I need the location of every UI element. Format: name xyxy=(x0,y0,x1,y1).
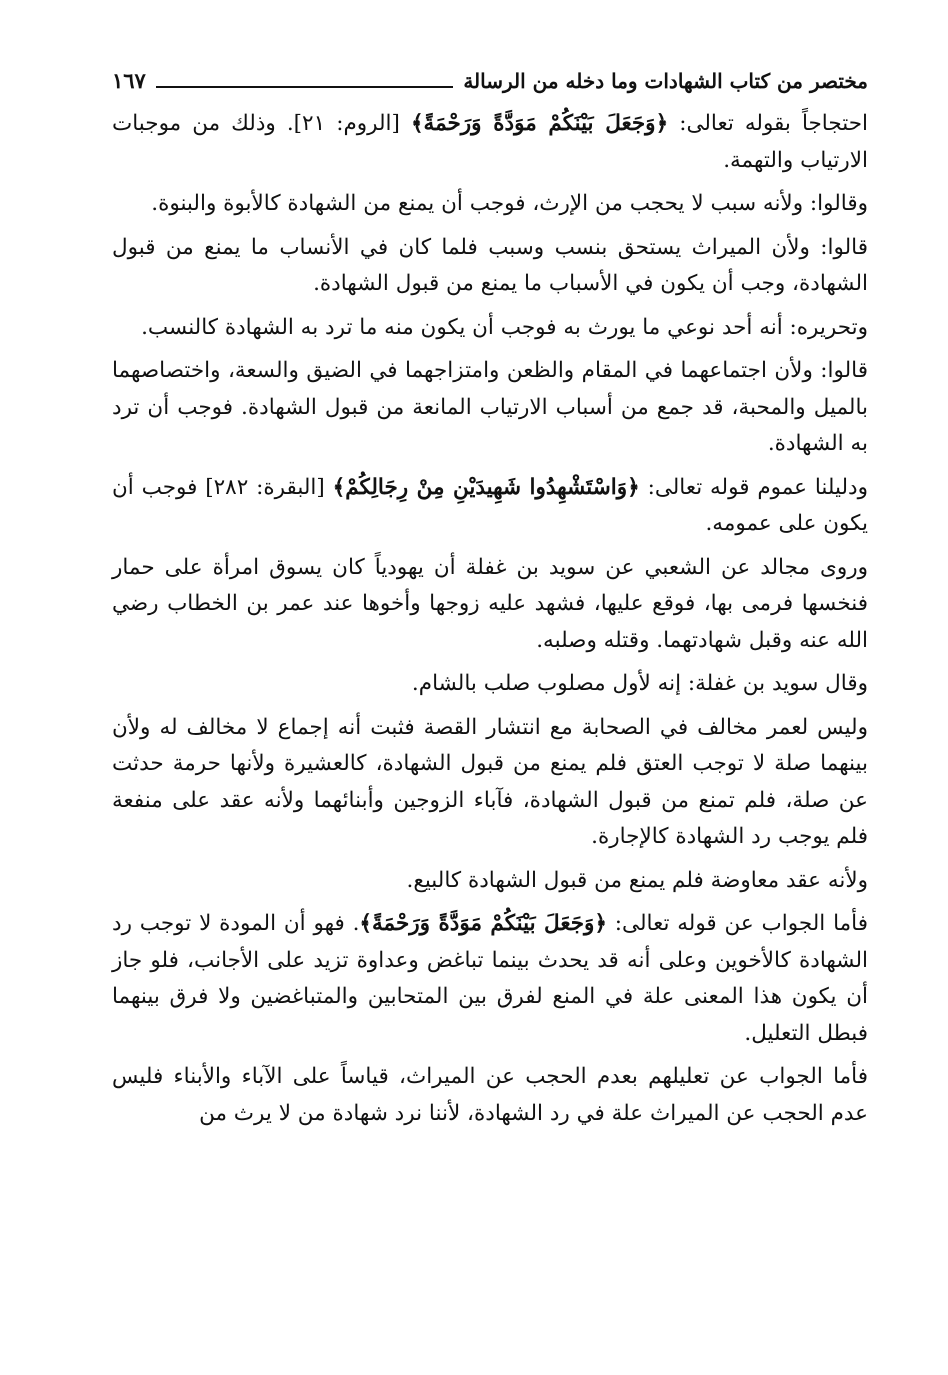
header-rule xyxy=(156,86,453,88)
paragraph-text: . فهو أن المودة لا توجب رد الشهادة كالأخوين وعلى أنه قد يحدث بينما تباغض وعداوة تزيد على الأجانب، فلو جاز أن يكون هذا المعنى علة في المنع لفرق بين المتحابين والمتباغضين ولا فرق بينهما فبطل التعليل. xyxy=(112,911,868,1046)
paragraph xyxy=(112,230,868,303)
quran-verse: ﴿وَجَعَلَ بَيْنَكُمْ مَوَدَّةً وَرَحْمَةً﴾ xyxy=(359,911,607,936)
paragraph-text: احتجاجاً بقوله تعالى: xyxy=(668,111,868,136)
paragraph-text: ودليلنا عموم قوله تعالى: xyxy=(639,474,868,500)
paragraph xyxy=(112,106,868,179)
page-number: ١٦٧ xyxy=(112,68,146,93)
paragraph-text: وقال سويد بن غفلة: إنه لأول مصلوب صلب بالشام. xyxy=(411,671,868,696)
paragraph xyxy=(112,310,868,347)
paragraph-text: [الروم: ٢١]. وذلك من موجبات الارتياب والتهمة. xyxy=(112,111,868,173)
paragraph xyxy=(112,906,868,1052)
paragraph-text: [البقرة: ٢٨٢] فوجب أن يكون على عمومه. xyxy=(112,474,868,536)
page-body xyxy=(112,106,868,1139)
paragraph-text: وقالوا: ولأنه سبب لا يحجب من الإرث، فوجب أن يمنع من الشهادة كالأبوة والبنوة. xyxy=(151,191,868,216)
quran-verse: ﴿وَاسْتَشْهِدُوا شَهِيدَيْنِ مِنْ رِجَالِكُمْ﴾ xyxy=(332,474,640,500)
paragraph-text: وليس لعمر مخالف في الصحابة مع انتشار القصة فثبت أنه إجماع لا مخالف له ولأن بينهما صلة لا توجب العتق فلم يمنع من قبول الشهادة، كالعشيرة ولأنها حرمة حدثت عن صلة، فلم تمنع من قبول الشهادة، فآباء الزوجين وأبنائهما ولأنه عقد على منفعة فلم يوجب رد الشهادة كالإجارة. xyxy=(112,714,868,849)
paragraph-text: وروى مجالد عن الشعبي عن سويد بن غفلة أن يهودياً كان يسوق امرأة على حمار فنخسها فرمى بها، فوقع عليها، فشهد عليه زوجها وأخوها عند عمر بن الخطاب رضي الله عنه وقبل شهادتهما. وقتله وصلبه. xyxy=(112,554,868,653)
paragraph-text: وتحريره: أنه أحد نوعي ما يورث به فوجب أن يكون منه ما ترد به الشهادة كالنسب. xyxy=(141,314,868,340)
paragraph-text: فأما الجواب عن تعليلهم بعدم الحجب عن الميراث، قياساً على الآباء والأبناء فليس عدم الحجب عن الميراث علة في رد الشهادة، لأننا نرد شهادة من لا يرث من xyxy=(112,1064,868,1126)
paragraph xyxy=(112,1059,868,1132)
paragraph xyxy=(112,186,868,223)
paragraph-text: قالوا: ولأن اجتماعهما في المقام والظعن وامتزاجهما في الضيق والسعة، واختصاصهما بالميل والمحبة، قد جمع من أسباب الارتياب المانعة من قبول الشهادة. فوجب أن ترد به الشهادة. xyxy=(112,358,868,456)
paragraph xyxy=(112,710,868,856)
paragraph-text: ولأنه عقد معاوضة فلم يمنع من قبول الشهادة كالبيع. xyxy=(406,867,868,893)
paragraph xyxy=(112,353,868,463)
paragraph-text: فأما الجواب عن قوله تعالى: xyxy=(606,911,868,936)
paragraph-text: قالوا: ولأن الميراث يستحق بنسب وسبب فلما كان في الأنساب ما يمنع من قبول الشهادة، وجب أن يكون في الأسباب ما يمنع من قبول الشهادة. xyxy=(112,234,868,296)
running-title: مختصر من كتاب الشهادات وما دخله من الرسالة xyxy=(463,69,868,93)
paragraph xyxy=(112,863,868,900)
paragraph xyxy=(112,470,868,543)
paragraph xyxy=(112,666,868,703)
page-header xyxy=(112,66,868,96)
quran-verse: ﴿وَجَعَلَ بَيْنَكُمْ مَوَدَّةً وَرَحْمَةً﴾ xyxy=(410,111,669,136)
paragraph xyxy=(112,550,868,660)
